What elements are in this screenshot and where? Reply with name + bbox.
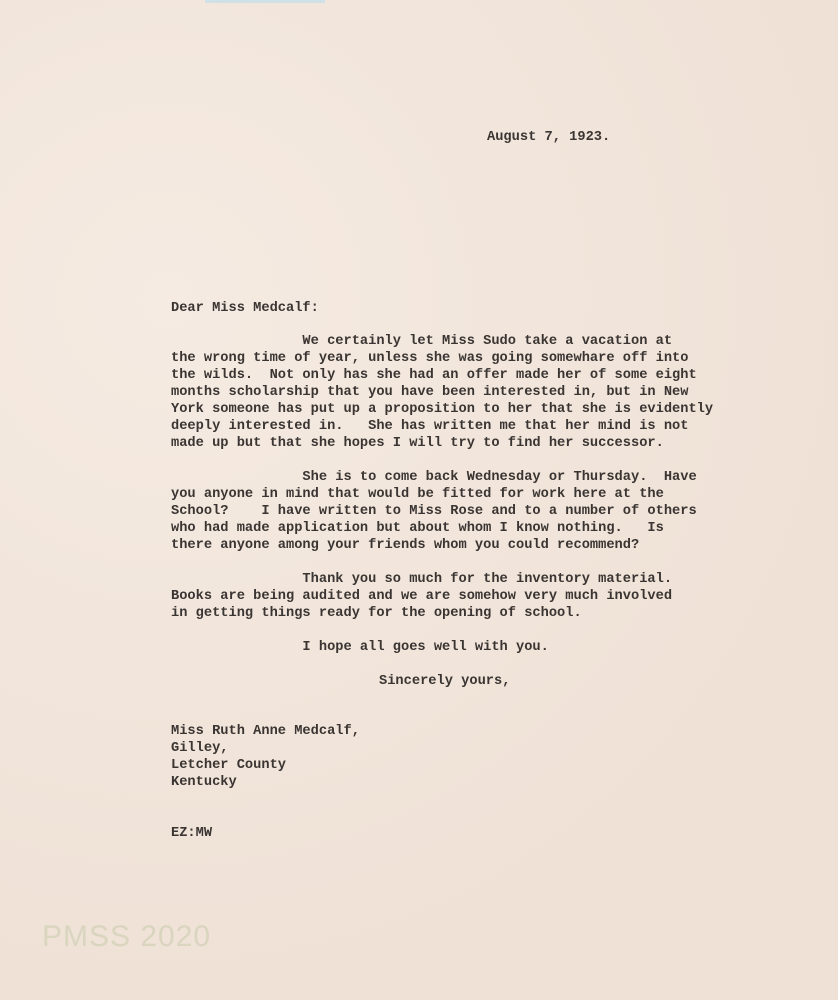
- text-line: there anyone among your friends whom you could recommend?: [171, 538, 640, 553]
- text-line: who had made application but about whom I know nothing. Is: [171, 521, 664, 536]
- salutation: Dear Miss Medcalf:: [171, 301, 319, 316]
- text-line: I hope all goes well with you.: [171, 640, 549, 655]
- text-line: the wilds. Not only has she had an offer made her of some eight: [171, 368, 697, 383]
- text-line: Books are being audited and we are somehow very much involved: [171, 589, 673, 604]
- address-line: Letcher County: [171, 758, 286, 773]
- text-line: you anyone in mind that would be fitted for work here at the: [171, 487, 664, 502]
- paragraph-4: [171, 639, 549, 656]
- text-line: She is to come back Wednesday or Thursday. Have: [171, 470, 697, 485]
- text-line: deeply interested in. She has written me that her mind is not: [171, 419, 689, 434]
- address-line: Gilley,: [171, 741, 229, 756]
- paper-edge-mark: [205, 0, 325, 3]
- closing: Sincerely yours,: [379, 674, 511, 689]
- paragraph-2: [171, 469, 697, 554]
- text-line: in getting things ready for the opening of school.: [171, 606, 582, 621]
- text-line: We certainly let Miss Sudo take a vacation at: [171, 334, 673, 349]
- text-line: York someone has put up a proposition to her that she is evidently: [171, 402, 714, 417]
- text-line: made up but that she hopes I will try to find her successor.: [171, 436, 664, 451]
- watermark: PMSS 2020: [42, 920, 212, 953]
- paragraph-1: [171, 333, 713, 452]
- text-line: months scholarship that you have been interested in, but in New: [171, 385, 689, 400]
- address-line: Miss Ruth Anne Medcalf,: [171, 724, 360, 739]
- address-line: Kentucky: [171, 775, 237, 790]
- letter-date: August 7, 1923.: [487, 130, 611, 145]
- paragraph-3: [171, 571, 672, 622]
- typist-initials: EZ:MW: [171, 826, 213, 841]
- text-line: School? I have written to Miss Rose and to a number of others: [171, 504, 697, 519]
- text-line: the wrong time of year, unless she was going somewhare off into: [171, 351, 689, 366]
- text-line: Thank you so much for the inventory material.: [171, 572, 673, 587]
- recipient-address: [171, 723, 360, 791]
